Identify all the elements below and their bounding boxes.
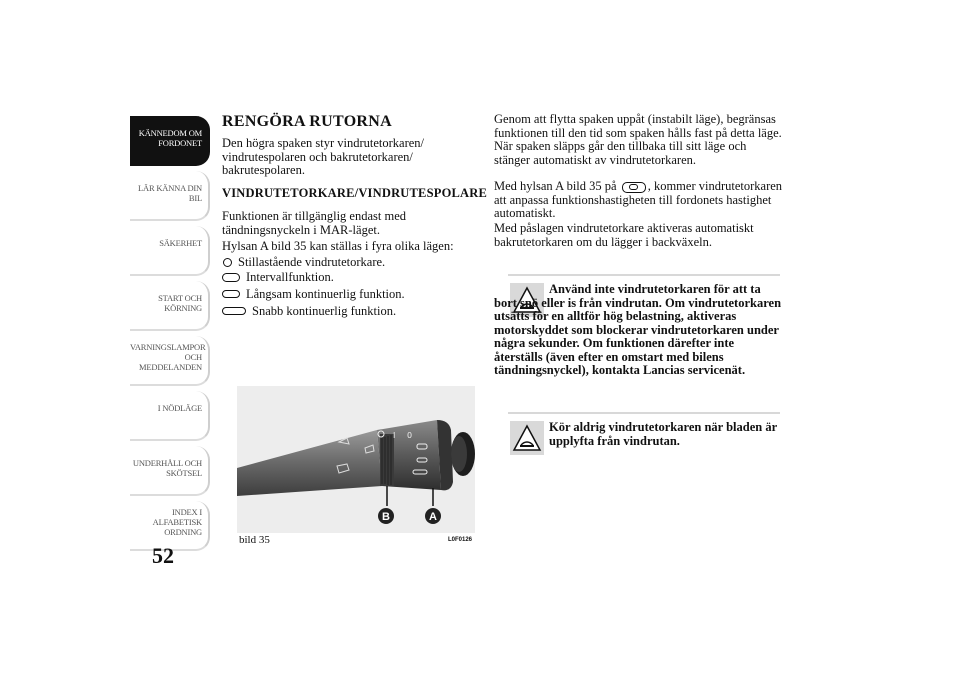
figure-code: L0F0126	[448, 537, 473, 543]
wiper-fast-icon	[222, 307, 246, 315]
ring-symbol-0: 0	[407, 431, 413, 440]
reverse-paragraph: Med påslagen vindrutetorkare aktiveras automatiskt bakrutetorkaren om du lägger i backväxeln.	[494, 221, 754, 249]
wiper-interval-icon	[222, 273, 240, 282]
auto-wiper-icon	[622, 182, 646, 193]
wiper-off-icon	[223, 258, 232, 267]
wiper-slow-icon	[222, 290, 240, 298]
tab-index[interactable]: INDEX I ALFABETISK ORDNING	[130, 501, 210, 551]
mode-off: Stillastående vindrutetorkare.	[222, 255, 385, 269]
instable-position-paragraph: Genom att flytta spaken uppåt (instabilt läge), begränsas funktionen till den tid som spaken hålls fast på detta läge. När spaken släpps går den tillbaka till sitt läge och stänger automatiskt av vindrutetorkaren.	[494, 112, 782, 167]
warning-triangle-icon	[510, 421, 544, 455]
ring-symbol-i: I	[393, 431, 396, 440]
tab-lar-kanna-din-bil[interactable]: LÄR KÄNNA DIN BIL	[130, 171, 210, 221]
mode-interval: Intervallfunktion.	[222, 270, 334, 284]
warning-raised-blades: Kör aldrig vindrutetorkaren när bladen är upplyfta från vindrutan.	[549, 420, 777, 448]
mode-fast: Snabb kontinuerlig funktion.	[222, 304, 396, 318]
label-a: A	[429, 511, 437, 523]
warning-divider	[508, 274, 780, 276]
warning-divider	[508, 412, 780, 414]
wiper-stalk-illustration	[237, 386, 475, 533]
tab-varningslampor[interactable]: VARNINGSLAMPOR OCH MEDDELANDEN	[130, 336, 210, 386]
page-number: 52	[152, 543, 174, 568]
tab-start-och-korning[interactable]: START OCH KÖRNING	[130, 281, 210, 331]
mode-slow: Långsam kontinuerlig funktion.	[222, 287, 405, 301]
positions-paragraph: Hylsan A bild 35 kan ställas i fyra olika lägen:	[222, 239, 454, 253]
label-b: B	[382, 511, 390, 523]
tab-sakerhet[interactable]: SÄKERHET	[130, 226, 210, 276]
figure-caption: bild 35	[239, 534, 270, 546]
tab-kannedom-om-fordonet[interactable]: KÄNNEDOM OM FORDONET	[130, 116, 210, 166]
chapter-sidebar	[130, 116, 210, 556]
intro-paragraph: Den högra spaken styr vindrutetorkaren/ vindrutespolaren och bakrutetorkaren/ bakrutespolaren.	[222, 136, 425, 177]
subsection-title: VINDRUTETORKARE/VINDRUTESPOLARE	[222, 186, 488, 200]
function-paragraph: Funktionen är tillgänglig endast med tändningsnyckeln i MAR-läget.	[222, 209, 406, 237]
section-title: RENGÖRA RUTORNA	[222, 113, 392, 130]
warning-snow-ice: Använd inte vindrutetorkaren för att ta bort snö eller is från vindrutan. Om vindrutetorkaren utsätts för en alltför hög belastning, aktiveras motorskyddet som blockerar vindrutetorkaren under några sekunder. Om funktionen därefter inte återställs (även efter en omstart med bilens tändningsnyckel), kontakta Lancias servicenät.	[494, 282, 782, 377]
tab-i-nodlage[interactable]: I NÖDLÄGE	[130, 391, 210, 441]
auto-speed-paragraph: Med hylsan A bild 35 på , kommer vindrutetorkaren att anpassa funktionshastigheten till fordonets hastighet automatiskt.	[494, 179, 783, 220]
wiper-stalk-figure	[237, 386, 475, 533]
tab-underhall-och-skotsel[interactable]: UNDERHÅLL OCH SKÖTSEL	[130, 446, 210, 496]
